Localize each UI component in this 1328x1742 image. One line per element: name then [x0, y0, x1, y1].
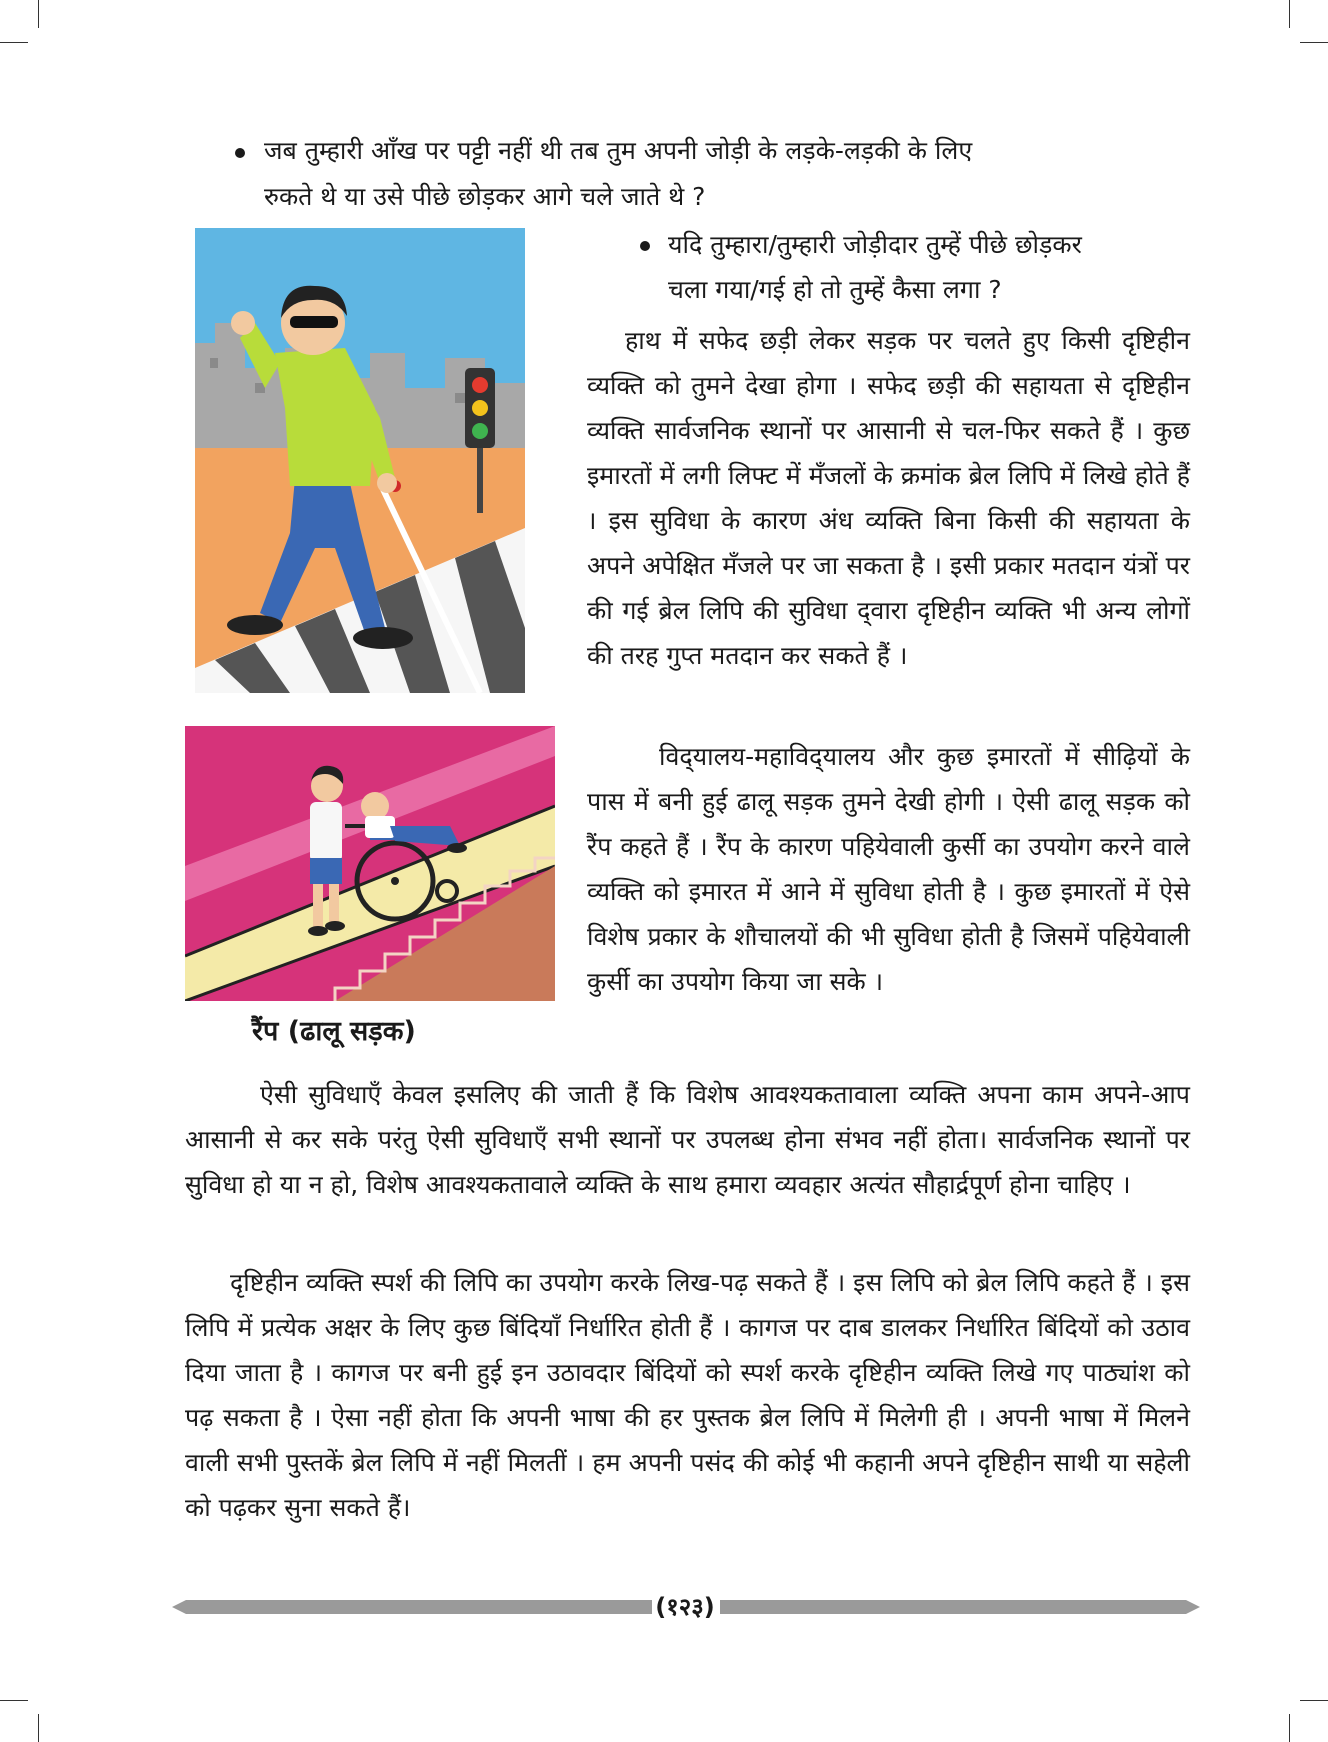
paragraph-braille-text: दृष्टिहीन व्यक्ति स्पर्श की लिपि का उपयोग करके लिख-पढ़ सकते हैं । इस लिपि को ब्रेल लिपि कहते हैं । इस लिपि में प्रत्येक अक्षर के लिए कुछ बिंदियाँ निर्धारित होती हैं । कागज पर दाब डालकर निर्धारित बिंदियों को उठाव दिया जाता है । कागज पर बनी हुई इन उठावदार बिंदियों को स्पर्श करके दृष्टिहीन व्यक्ति लिखे गए पाठ्यांश को पढ़ सकता है । ऐसा नहीं होता कि अपनी भाषा की हर पुस्तक ब्रेल लिपि में मिलेगी ही । अपनी भाषा में मिलने वाली सभी पुस्तकें ब्रेल लिपि में नहीं मिलतीं । हम अपनी पसंद की कोई भी कहानी अपने दृष्टिहीन साथी या सहेली को पढ़कर सुना सकते हैं।	[185, 1268, 1190, 1522]
paragraph-ramp	[587, 734, 1190, 1004]
paragraph-ramp-text: विद्‌यालय-महाविद्‌यालय और कुछ इमारतों में सीढ़ियों के पास में बनी हुई ढालू सड़क तुमने देखी होगी । ऐसी ढालू सड़क को रैंप कहते हैं । रैंप के कारण पहियेवाली कुर्सी का उपयोग करने वाले व्यक्ति को इमारत में आने में सुविधा होती है । कुछ इमारतों में ऐसे विशेष प्रकार के शौचालयों की भी सुविधा होती है जिसमें पहियेवाली कुर्सी का उपयोग किया जा सके ।	[587, 742, 1190, 996]
crop-mark-top-right-h	[1300, 42, 1328, 43]
paragraph-white-cane	[587, 318, 1190, 678]
crop-mark-top-left-h	[0, 42, 28, 43]
crop-mark-bottom-right-h	[1300, 1700, 1328, 1701]
footer-bar-left	[172, 1600, 652, 1614]
footer-bar-right	[720, 1600, 1200, 1614]
crop-mark-bottom-left-h	[0, 1700, 28, 1701]
page-number: (१२३)	[655, 1593, 715, 1621]
wheelchair-ramp-illustration	[185, 726, 555, 1001]
crop-mark-top-right-v	[1289, 0, 1290, 28]
ramp-image-caption: रैंप (ढालू सड़क)	[252, 1016, 416, 1047]
bullet-1-line-1: जब तुम्हारी आँख पर पट्टी नहीं थी तब तुम अपनी जोड़ी के लड़के-लड़की के लिए	[264, 136, 973, 165]
crop-mark-bottom-left-v	[38, 1714, 39, 1742]
bullet-2-line-2: चला गया/गई हो तो तुम्हें कैसा लगा ?	[668, 275, 1002, 304]
crop-mark-bottom-right-v	[1289, 1714, 1290, 1742]
paragraph-braille	[185, 1260, 1190, 1530]
blind-man-crossing-drawing	[195, 228, 525, 693]
blind-man-crossing-illustration	[195, 228, 525, 693]
bullet-1-line-2: रुकते थे या उसे पीछे छोड़कर आगे चले जाते थे ?	[264, 182, 706, 211]
wheelchair-ramp-drawing	[185, 726, 555, 1001]
paragraph-white-cane-text: हाथ में सफेद छड़ी लेकर सड़क पर चलते हुए किसी दृष्टिहीन व्यक्ति को तुमने देखा होगा । सफेद छड़ी की सहायता से दृष्टिहीन व्यक्ति सार्वजनिक स्थानों पर आसानी से चल-फिर सकते हैं । कुछ इमारतों में लगी लिफ्ट में मँजलों के क्रमांक ब्रेल लिपि में लिखे होते हैं । इस सुविधा के कारण अंध व्यक्ति बिना किसी की सहायता के अपने अपेक्षित मँजले पर जा सकता है । इसी प्रकार मतदान यंत्रों पर की गई ब्रेल लिपि की सुविधा द्‌वारा दृष्टिहीन व्यक्ति भी अन्य लोगों की तरह गुप्त मतदान कर सकते हैं ।	[587, 326, 1190, 670]
crop-mark-top-left-v	[38, 0, 39, 28]
paragraph-facilities	[185, 1072, 1190, 1207]
bullet-dot	[640, 241, 650, 251]
bullet-dot	[235, 148, 245, 158]
bullet-2-line-1: यदि तुम्हारा/तुम्हारी जोड़ीदार तुम्हें पीछे छोड़कर	[668, 230, 1082, 259]
paragraph-facilities-text: ऐसी सुविधाएँ केवल इसलिए की जाती हैं कि विशेष आवश्यकतावाला व्यक्ति अपना काम अपने-आप आसानी से कर सके परंतु ऐसी सुविधाएँ सभी स्थानों पर उपलब्ध होना संभव नहीं होता। सार्वजनिक स्थानों पर सुविधा हो या न हो, विशेष आवश्यकतावाले व्यक्ति के साथ हमारा व्यवहार अत्यंत सौहार्द्रपूर्ण होना चाहिए ।	[185, 1080, 1190, 1199]
